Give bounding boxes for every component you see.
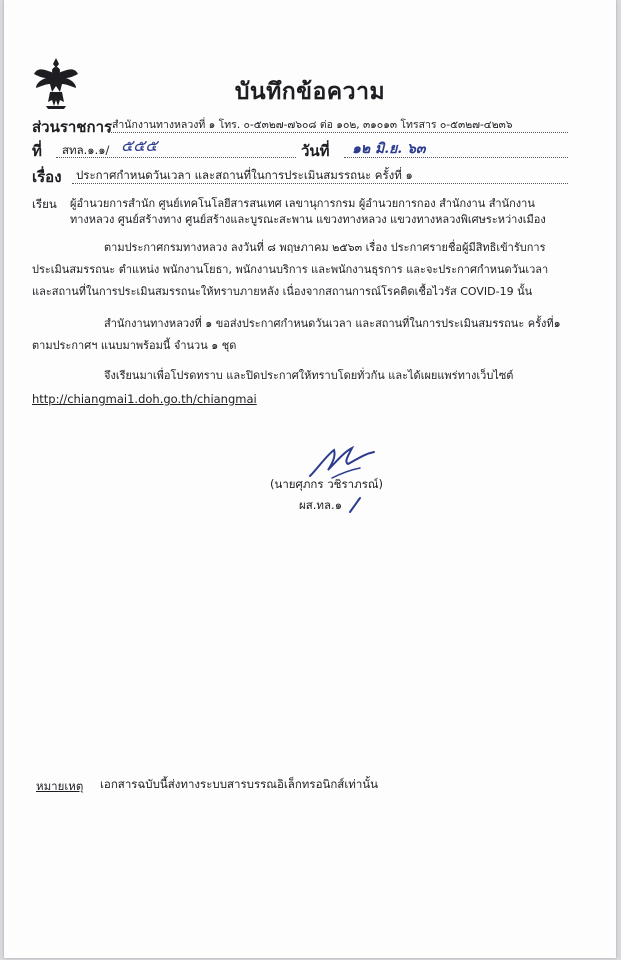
salutation-line-1: ผู้อำนวยการสำนัก ศูนย์เทคโนโลยีสารสนเทศ เลขานุการกรม ผู้อำนวยการกอง สำนักงาน สำนักงาน: [70, 197, 535, 210]
agency-value: สำนักงานทางหลวงที่ ๑ โทร. ๐-๕๓๒๗-๗๖๐๘ ต่อ ๑๐๒, ๓๑๐๑๓ โทรสาร ๐-๕๓๒๗-๔๒๓๖: [112, 119, 513, 131]
agency-label: ส่วนราชการ: [32, 118, 113, 136]
date-label: วันที่: [301, 142, 330, 160]
paragraph-1-line-2: ประเมินสมรรถนะ ตำแหน่ง พนักงานโยธา, พนักงานบริการ และพนักงานธุรการ และจะประกาศกำหนดวันเวลา: [32, 263, 549, 276]
agency-dotted-line: [108, 132, 568, 133]
paragraph-2-line-2: ตามประกาศฯ แนบมาพร้อมนี้ จำนวน ๑ ชุด: [32, 339, 237, 352]
paragraph-1-line-1: ตามประกาศกรมทางหลวง ลงวันที่ ๘ พฤษภาคม ๒๕๖๓ เรื่อง ประกาศรายชื่อผู้มีสิทธิเข้ารับการ: [104, 241, 546, 254]
paragraph-1-line-3: และสถานที่ในการประเมินสมรรถนะให้ทราบภายหลัง เนื่องจากสถานการณ์โรคติดเชื้อไวรัส COVID-19 นั้น: [32, 285, 533, 298]
subject-label: เรื่อง: [32, 168, 62, 186]
date-dotted-line: [344, 157, 568, 158]
paragraph-3: จึงเรียนมาเพื่อโปรดทราบ และปิดประกาศให้ทราบโดยทั่วกัน และได้เผยแพร่ทางเว็บไซต์: [104, 369, 514, 382]
footnote-text: เอกสารฉบับนี้ส่งทางระบบสารบรรณอิเล็กทรอนิกส์เท่านั้น: [100, 777, 379, 791]
subject-dotted-line: [72, 183, 568, 184]
subject-value: ประกาศกำหนดวันเวลา และสถานที่ในการประเมินสมรรถนะ ครั้งที่ ๑: [76, 168, 413, 182]
ref-label: ที่: [32, 142, 42, 160]
website-link[interactable]: http://chiangmai1.doh.go.th/chiangmai: [32, 392, 257, 406]
memo-page: [4, 0, 616, 958]
initial-tick-mark: [348, 496, 362, 514]
ref-number-handwritten: ๕๕๕: [121, 136, 158, 155]
ref-value: สทล.๑.๑/: [62, 143, 110, 157]
salutation-line-2: ทางหลวง ศูนย์สร้างทาง ศูนย์สร้างและบูรณะสะพาน แขวงทางหลวง แขวงทางหลวงพิเศษระหว่างเมือง: [70, 213, 546, 226]
signatory-position: ผส.ทล.๑: [299, 498, 342, 512]
footnote-label: หมายเหตุ: [36, 779, 84, 793]
salutation-label: เรียน: [32, 197, 57, 211]
signatory-name: (นายศุภกร วชิราภรณ์): [270, 477, 384, 491]
date-handwritten: ๑๒ มิ.ย. ๖๓: [352, 141, 426, 157]
ref-dotted-line: [56, 157, 296, 158]
paragraph-2-line-1: สำนักงานทางหลวงที่ ๑ ขอส่งประกาศกำหนดวันเวลา และสถานที่ในการประเมินสมรรถนะ ครั้งที่๑: [104, 317, 561, 330]
document-title: บันทึกข้อความ: [234, 79, 386, 105]
